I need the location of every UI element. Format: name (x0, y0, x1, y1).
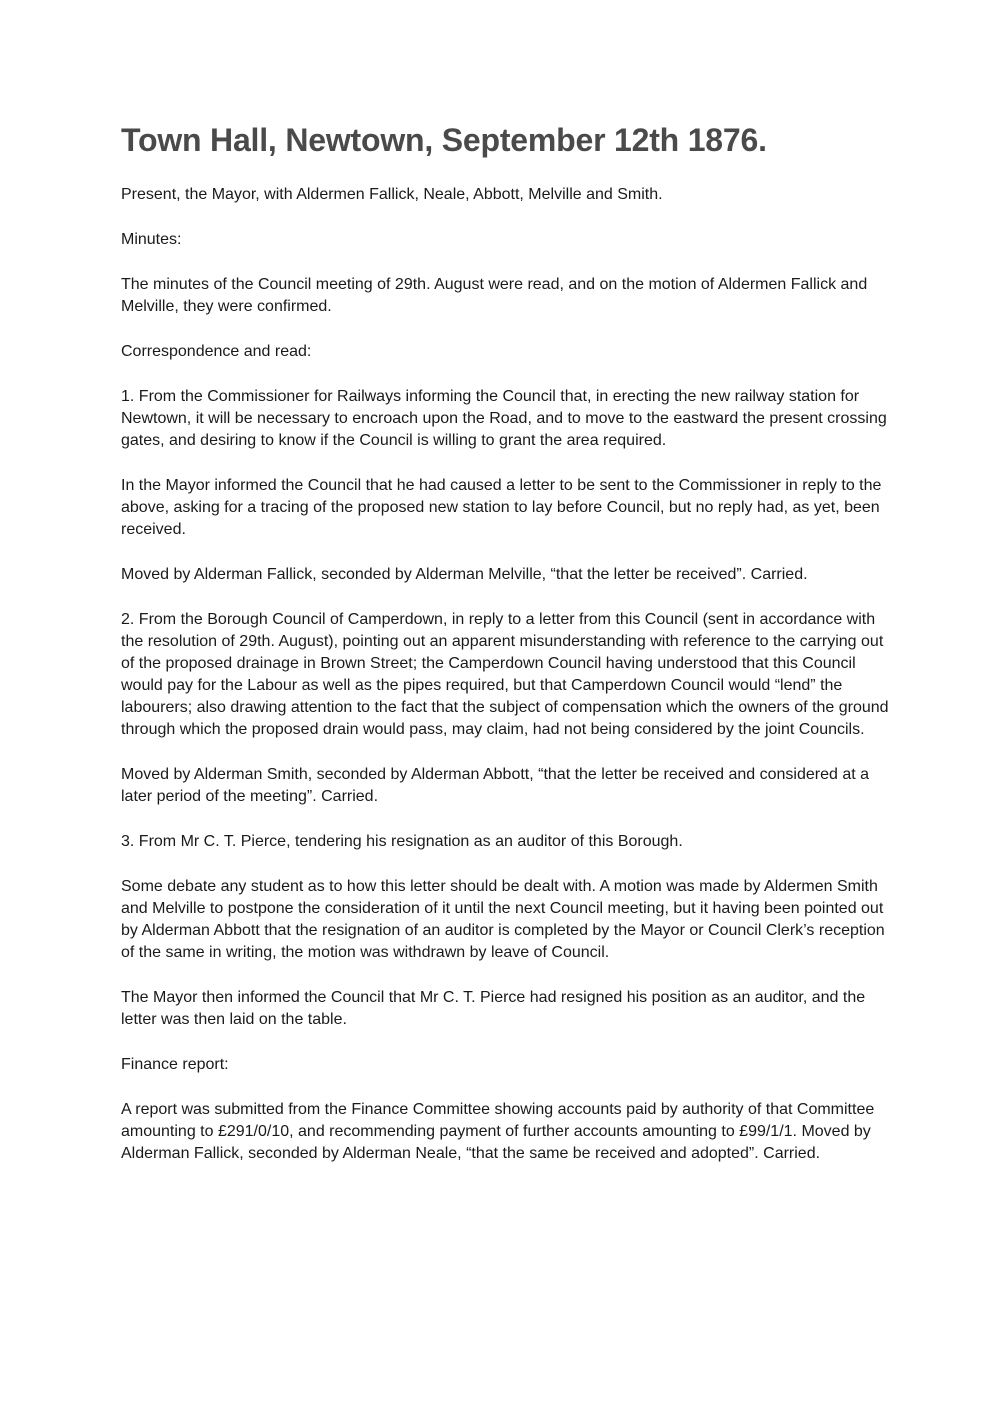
document-title: Town Hall, Newtown, September 12th 1876. (121, 122, 767, 158)
finance-paragraph: A report was submitted from the Finance Committee showing accounts paid by authority of that Committee amounting to £291/0/10, and recommending payment of further accounts amounting to £99/1/1. Moved by Alderman Fallick, seconded by Alderman Neale, “that the same be received and adopted”. Carried. (121, 1101, 875, 1162)
correspondence-item-2: 2. From the Borough Council of Camperdown, in reply to a letter from this Council (sent in accordance with the resolution of 29th. August), pointing out an apparent misunderstanding with reference to the carrying out of the proposed drainage in Brown Street; the Camperdown Council having understood that this Council would pay for the Labour as well as the pipes required, but that Camperdown Council would “lend” the labourers; also drawing attention to the fact that the subject of compensation which the owners of the ground through which the proposed drain would pass, may claim, had not being considered by the joint Councils. (121, 611, 889, 738)
minutes-heading: Minutes: (121, 231, 182, 248)
debate-paragraph: Some debate any student as to how this letter should be dealt with. A motion was made by Aldermen Smith and Melville to postpone the consideration of it until the next Council meeting, but it having been pointed out by Alderman Abbott that the resignation of an auditor is completed by the Mayor or Council Clerk’s reception of the same in writing, the motion was withdrawn by leave of Council. (121, 878, 885, 961)
attendance-paragraph: Present, the Mayor, with Aldermen Fallick, Neale, Abbott, Melville and Smith. (121, 186, 663, 203)
finance-heading: Finance report: (121, 1056, 229, 1073)
mayor-reply-paragraph: In the Mayor informed the Council that he had caused a letter to be sent to the Commissioner in reply to the above, asking for a tracing of the proposed new station to lay before Council, but no reply had, as yet, been received. (121, 477, 882, 538)
document-body (121, 118, 891, 1188)
resignation-paragraph: The Mayor then informed the Council that Mr C. T. Pierce had resigned his position as an auditor, and the letter was then laid on the table. (121, 989, 866, 1028)
motion-2-paragraph: Moved by Alderman Smith, seconded by Alderman Abbott, “that the letter be received and considered at a later period of the meeting”. Carried. (121, 766, 869, 805)
correspondence-item-1: 1. From the Commissioner for Railways informing the Council that, in erecting the new railway station for Newtown, it will be necessary to encroach upon the Road, and to move to the eastward the present crossing gates, and desiring to know if the Council is willing to grant the area required. (121, 388, 887, 449)
correspondence-heading: Correspondence and read: (121, 343, 312, 360)
motion-1-paragraph: Moved by Alderman Fallick, seconded by Alderman Melville, “that the letter be received”. Carried. (121, 566, 808, 583)
minutes-paragraph: The minutes of the Council meeting of 29th. August were read, and on the motion of Aldermen Fallick and Melville, they were confirmed. (121, 276, 868, 315)
correspondence-item-3: 3. From Mr C. T. Pierce, tendering his resignation as an auditor of this Borough. (121, 833, 683, 850)
